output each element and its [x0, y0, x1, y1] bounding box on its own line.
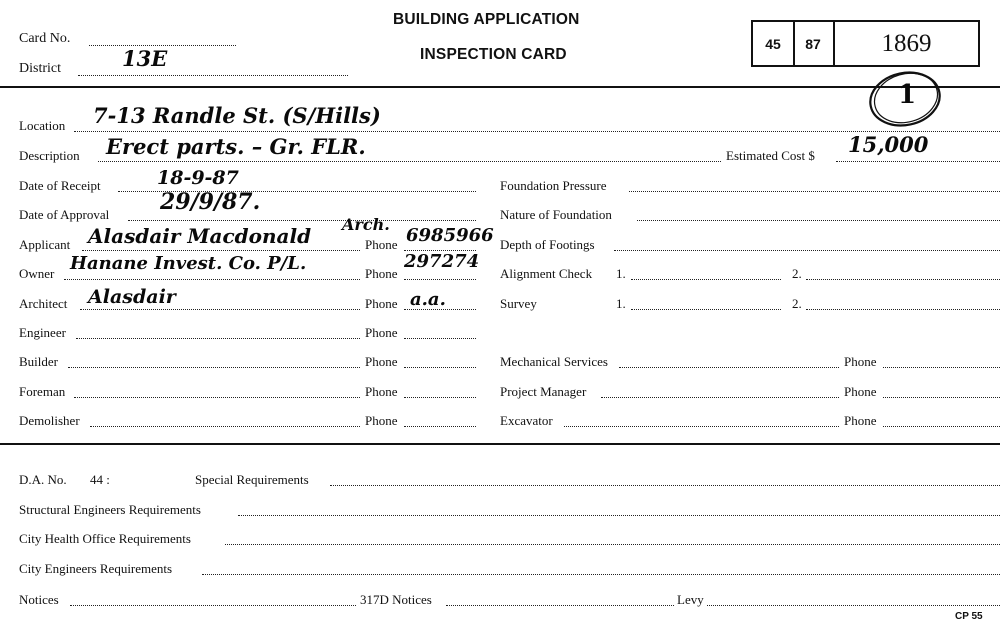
city-health-line[interactable]: [225, 544, 1000, 545]
demolisher-line[interactable]: [90, 426, 360, 427]
location-label: Location: [19, 118, 66, 133]
description-line[interactable]: [98, 161, 721, 162]
alignment-check-num-1: 1.: [616, 266, 626, 281]
mechanical-services-phone-line[interactable]: [883, 367, 1000, 368]
date-of-receipt-value: 18-9-87: [157, 167, 239, 189]
architect-phone-value: a.a.: [410, 289, 446, 310]
foundation-pressure-label: Foundation Pressure: [500, 178, 607, 193]
notices-317d-line[interactable]: [446, 605, 674, 606]
title-line-1: BUILDING APPLICATION: [393, 11, 580, 28]
structural-engineers-label: Structural Engineers Requirements: [19, 502, 201, 517]
estimated-cost-value: 15,000: [848, 132, 929, 157]
engineer-line[interactable]: [76, 338, 360, 339]
alignment-check-label: Alignment Check: [500, 266, 593, 281]
date-of-receipt-label: Date of Receipt: [19, 178, 101, 193]
estimated-cost-line[interactable]: [836, 161, 1000, 162]
card-number-box: [751, 20, 980, 67]
applicant-phone-value: 6985966: [406, 225, 494, 246]
architect-phone-label: Phone: [365, 296, 398, 311]
card-number: 1869: [881, 29, 932, 57]
owner-phone-line[interactable]: [404, 279, 476, 280]
project-manager-phone-label: Phone: [844, 384, 877, 399]
circled-mark-text: 1: [898, 80, 917, 110]
estimated-cost-label: Estimated Cost $: [726, 148, 815, 163]
date-of-approval-label: Date of Approval: [19, 207, 110, 222]
demolisher-label: Demolisher: [19, 413, 80, 428]
nature-of-foundation-line[interactable]: [637, 220, 1000, 221]
builder-phone-label: Phone: [365, 354, 398, 369]
box-cell-45: 45: [753, 22, 795, 65]
project-manager-label: Project Manager: [500, 384, 587, 399]
foreman-label: Foreman: [19, 384, 66, 399]
architect-label: Architect: [19, 296, 68, 311]
alignment-check-line-2[interactable]: [806, 279, 1000, 280]
notices-317d-label: 317D Notices: [360, 592, 432, 607]
da-no-value: 44 :: [90, 472, 110, 487]
da-no-label: D.A. No.: [19, 472, 67, 487]
city-health-label: City Health Office Requirements: [19, 531, 191, 546]
depth-of-footings-label: Depth of Footings: [500, 237, 595, 252]
applicant-phone-label: Phone: [365, 237, 398, 252]
owner-phone-value: 297274: [404, 251, 480, 272]
description-value: Erect parts. – Gr. FLR.: [106, 134, 366, 159]
date-of-approval-line[interactable]: [128, 220, 476, 221]
owner-phone-label: Phone: [365, 266, 398, 281]
builder-line[interactable]: [68, 367, 360, 368]
date-of-approval-value: 29/9/87.: [160, 189, 261, 215]
notices-label: Notices: [19, 592, 59, 607]
city-engineers-label: City Engineers Requirements: [19, 561, 173, 576]
mechanical-services-phone-label: Phone: [844, 354, 877, 369]
architect-value: Alasdair: [88, 286, 176, 308]
mechanical-services-line[interactable]: [619, 367, 839, 368]
district-line[interactable]: [78, 75, 348, 76]
excavator-phone-label: Phone: [844, 413, 877, 428]
owner-line[interactable]: [64, 279, 360, 280]
engineer-phone-label: Phone: [365, 325, 398, 340]
architect-line[interactable]: [80, 309, 360, 310]
card-no-label: Card No.: [19, 31, 71, 46]
project-manager-phone-line[interactable]: [883, 397, 1000, 398]
box-cell-87: 87: [793, 22, 835, 65]
special-requirements-line[interactable]: [330, 485, 1000, 486]
district-value: 13E: [122, 46, 168, 71]
city-engineers-line[interactable]: [202, 574, 1000, 575]
survey-line-2[interactable]: [806, 309, 1000, 310]
excavator-line[interactable]: [564, 426, 839, 427]
mechanical-services-label: Mechanical Services: [500, 354, 608, 369]
notices-line[interactable]: [70, 605, 356, 606]
demolisher-phone-line[interactable]: [404, 426, 476, 427]
owner-label: Owner: [19, 266, 55, 281]
district-label: District: [19, 61, 61, 76]
alignment-check-num-2: 2.: [792, 266, 802, 281]
applicant-note: Arch.: [342, 215, 390, 234]
survey-label: Survey: [500, 296, 537, 311]
excavator-phone-line[interactable]: [883, 426, 1000, 427]
depth-of-footings-line[interactable]: [614, 250, 1000, 251]
applicant-label: Applicant: [19, 237, 71, 252]
survey-line-1[interactable]: [631, 309, 781, 310]
alignment-check-line-1[interactable]: [631, 279, 781, 280]
engineer-label: Engineer: [19, 325, 66, 340]
engineer-phone-line[interactable]: [404, 338, 476, 339]
foreman-line[interactable]: [74, 397, 360, 398]
requirements-divider: [0, 443, 1000, 445]
foreman-phone-line[interactable]: [404, 397, 476, 398]
title-line-2: INSPECTION CARD: [420, 46, 567, 63]
builder-label: Builder: [19, 354, 58, 369]
levy-label: Levy: [677, 592, 704, 607]
project-manager-line[interactable]: [601, 397, 839, 398]
survey-num-2: 2.: [792, 296, 802, 311]
applicant-value: Alasdair Macdonald: [88, 224, 312, 248]
description-label: Description: [19, 148, 80, 163]
owner-value: Hanane Invest. Co. P/L.: [70, 253, 307, 274]
foundation-pressure-line[interactable]: [629, 191, 1000, 192]
location-value: 7-13 Randle St. (S/Hills): [93, 103, 381, 128]
excavator-label: Excavator: [500, 413, 553, 428]
form-code: CP 55: [955, 611, 983, 622]
demolisher-phone-label: Phone: [365, 413, 398, 428]
levy-line[interactable]: [707, 605, 1000, 606]
applicant-line[interactable]: [82, 250, 360, 251]
foreman-phone-label: Phone: [365, 384, 398, 399]
special-requirements-label: Special Requirements: [195, 472, 309, 487]
structural-engineers-line[interactable]: [238, 515, 1000, 516]
builder-phone-line[interactable]: [404, 367, 476, 368]
survey-num-1: 1.: [616, 296, 626, 311]
nature-of-foundation-label: Nature of Foundation: [500, 207, 612, 222]
header-divider: [0, 86, 1000, 88]
